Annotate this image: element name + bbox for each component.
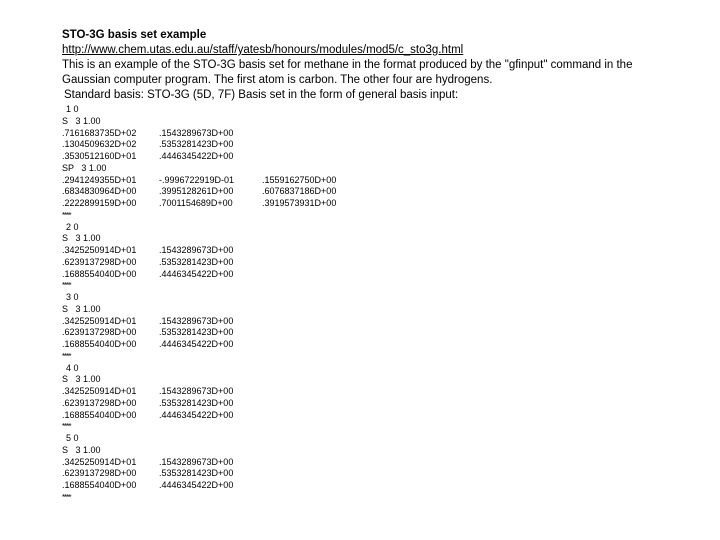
atom-header: 3 0: [66, 292, 79, 302]
coefficient-row: [62, 386, 702, 398]
atom-header: 5 0: [66, 433, 79, 443]
coefficient-value: .5353281423D+00: [159, 468, 234, 479]
coefficient-row: [62, 457, 702, 469]
separator-line: ****: [62, 281, 71, 291]
separator-line: ****: [62, 351, 71, 361]
exponent-value: .6239137298D+00: [62, 256, 137, 267]
coefficient-value: .5353281423D+00: [159, 397, 234, 408]
coefficient-value: .4446345422D+00: [159, 409, 234, 420]
coefficient-row: [62, 151, 702, 163]
exponent-value: .2941249355D+01: [62, 174, 137, 185]
coefficient-row: [62, 139, 702, 151]
separator-line: ****: [62, 492, 71, 502]
coefficient-value: .1543289673D+00: [159, 315, 234, 326]
page-title: STO-3G basis set example: [62, 29, 207, 41]
coefficient-value: -.9996722919D-01: [159, 174, 235, 185]
coefficient-value: .5353281423D+00: [159, 139, 234, 150]
coefficient-row: [62, 245, 702, 257]
exponent-value: .3425250914D+01: [62, 386, 137, 396]
exponent-value: .6834830964D+00: [62, 186, 137, 197]
coefficient-row: [62, 398, 702, 410]
coefficient-row: [62, 468, 702, 480]
separator-line: ****: [62, 422, 71, 432]
exponent-value: .1688554040D+00: [62, 480, 137, 490]
shell-header: S 3 1.00: [62, 233, 101, 244]
coefficient-value: .4446345422D+00: [159, 339, 234, 349]
coefficient-row: [62, 269, 702, 281]
coefficient-value: .1543289673D+00: [159, 386, 234, 396]
exponent-value: .3425250914D+01: [62, 245, 137, 255]
exponent-value: .1688554040D+00: [62, 339, 137, 349]
coefficient-value: .1559162750D+00: [262, 174, 337, 185]
exponent-value: .6239137298D+00: [62, 327, 137, 338]
coefficient-row: [62, 327, 702, 339]
shell-header: SP 3 1.00: [62, 162, 107, 173]
exponent-value: .1688554040D+00: [62, 268, 137, 279]
exponent-value: .3425250914D+01: [62, 456, 137, 467]
coefficient-value: .6076837186D+00: [262, 186, 337, 197]
coefficient-value: .7001154689D+00: [159, 198, 233, 208]
shell-header: S 3 1.00: [62, 374, 101, 385]
coefficient-value: .5353281423D+00: [159, 256, 234, 267]
coefficient-row: [62, 410, 702, 422]
coefficient-value: .1543289673D+00: [159, 245, 234, 255]
coefficient-value: .1543289673D+00: [159, 456, 234, 467]
shell-header: S 3 1.00: [62, 115, 101, 126]
coefficient-row: [62, 257, 702, 269]
atom-header: 4 0: [66, 362, 79, 373]
coefficient-row: [62, 198, 702, 210]
atom-header: 2 0: [66, 221, 79, 232]
coefficient-value: .4446345422D+00: [159, 151, 234, 161]
shell-header: S 3 1.00: [62, 303, 101, 314]
coefficient-row: [62, 480, 702, 492]
source-link[interactable]: http://www.chem.utas.edu.au/staff/yatesb/honours/modules/mod5/c_sto3g.html: [62, 44, 464, 56]
coefficient-value: .5353281423D+00: [159, 327, 234, 338]
standard-basis-line: Standard basis: STO-3G (5D, 7F) Basis set in the form of general basis input:: [64, 89, 459, 101]
coefficient-row: [62, 128, 702, 140]
coefficient-row: [62, 175, 702, 187]
coefficient-value: .4446345422D+00: [159, 480, 234, 490]
coefficient-row: [62, 186, 702, 198]
exponent-value: .3425250914D+01: [62, 315, 137, 326]
separator-line: ****: [62, 210, 71, 220]
exponent-value: .6239137298D+00: [62, 468, 137, 479]
shell-header: S 3 1.00: [62, 444, 101, 455]
basis-set-listing: [62, 104, 702, 504]
exponent-value: .3530512160D+01: [62, 151, 137, 161]
coefficient-row: [62, 339, 702, 351]
atom-header: 1 0: [66, 104, 79, 114]
coefficient-value: .1543289673D+00: [159, 127, 234, 138]
exponent-value: .6239137298D+00: [62, 397, 137, 408]
exponent-value: .1688554040D+00: [62, 409, 137, 420]
coefficient-value: .3919573931D+00: [262, 198, 337, 208]
exponent-value: .7161683735D+02: [62, 127, 137, 138]
description-paragraph: This is an example of the STO-3G basis set for methane in the format produced by the "gfinput" command in the Gaussian computer program. The first atom is carbon. The other four are hydrogens.: [62, 59, 633, 86]
coefficient-value: .3995128261D+00: [159, 186, 234, 197]
exponent-value: .2222899159D+00: [62, 198, 137, 208]
exponent-value: .1304509632D+02: [62, 139, 137, 150]
coefficient-value: .4446345422D+00: [159, 268, 234, 279]
document-page: [62, 28, 702, 504]
coefficient-row: [62, 316, 702, 328]
